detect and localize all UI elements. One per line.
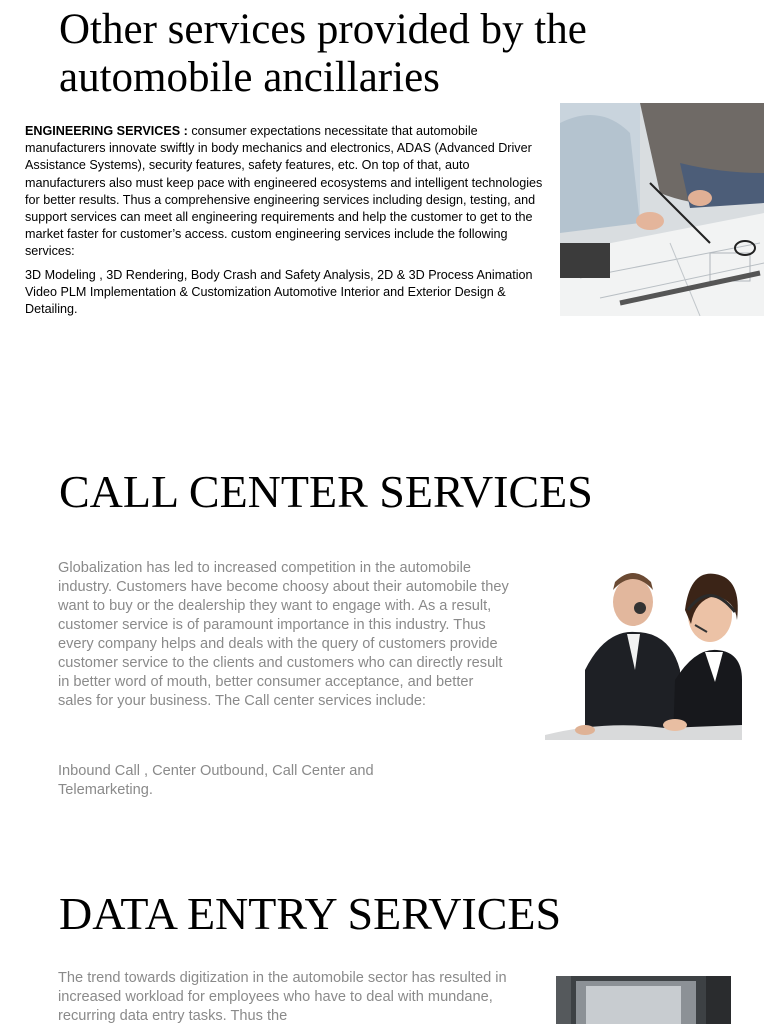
engineering-team-image [560,103,764,316]
data-entry-heading: DATA ENTRY SERVICES [59,888,562,939]
engineering-team-illustration [560,103,764,316]
call-center-agents-image [545,560,742,740]
engineering-services-list: 3D Modeling , 3D Rendering, Body Crash and Safety Analysis, 2D & 3D Process Animation Video PLM Implementation & Customization Automotive Interior and Exterior Design & Detailing. [25,267,533,317]
engineering-label: ENGINEERING SERVICES : [25,124,188,138]
call-center-heading: CALL CENTER SERVICES [59,466,593,517]
engineering-services-text [25,123,550,324]
call-center-illustration [545,560,742,740]
data-entry-image [556,976,731,1024]
engineering-description: consumer expectations necessitate that automobile manufacturers innovate swiftly in body mechanics and electronics, ADAS (Advanced Driver Assistance Systems), security features, safety features, etc. On top of that, auto manufacturers also must keep pace with engineered ecosystems and intelligent technologies for better results. Thus a comprehensive engineering services including design, testing, and support services can meet all engineering requirements and help the customer to get to the market faster for customer’s access. custom engineering services include the following services: [25,124,543,259]
data-entry-illustration [556,976,731,1024]
engineering-paragraph [25,123,550,261]
call-center-body: Globalization has led to increased competition in the automobile industry. Customers have become choosy about their automobile they want to buy or the dealership they want to engage with. As a result, customer service is of paramount importance in this industry. Thus every company helps and deals with the query of customers provide customer service to the clients and customers who can directly result in better word of mouth, better consumer acceptance, and better sales for your business. The Call center services include: [58,560,509,709]
call-center-services-list: Inbound Call , Center Outbound, Call Center and Telemarketing. [58,763,374,798]
page-title: Other services provided by the automobile ancillaries [59,6,587,101]
data-entry-body: The trend towards digitization in the automobile sector has resulted in increased workload for employees who have to deal with mundane, recurring data entry tasks. Thus the [58,970,507,1024]
